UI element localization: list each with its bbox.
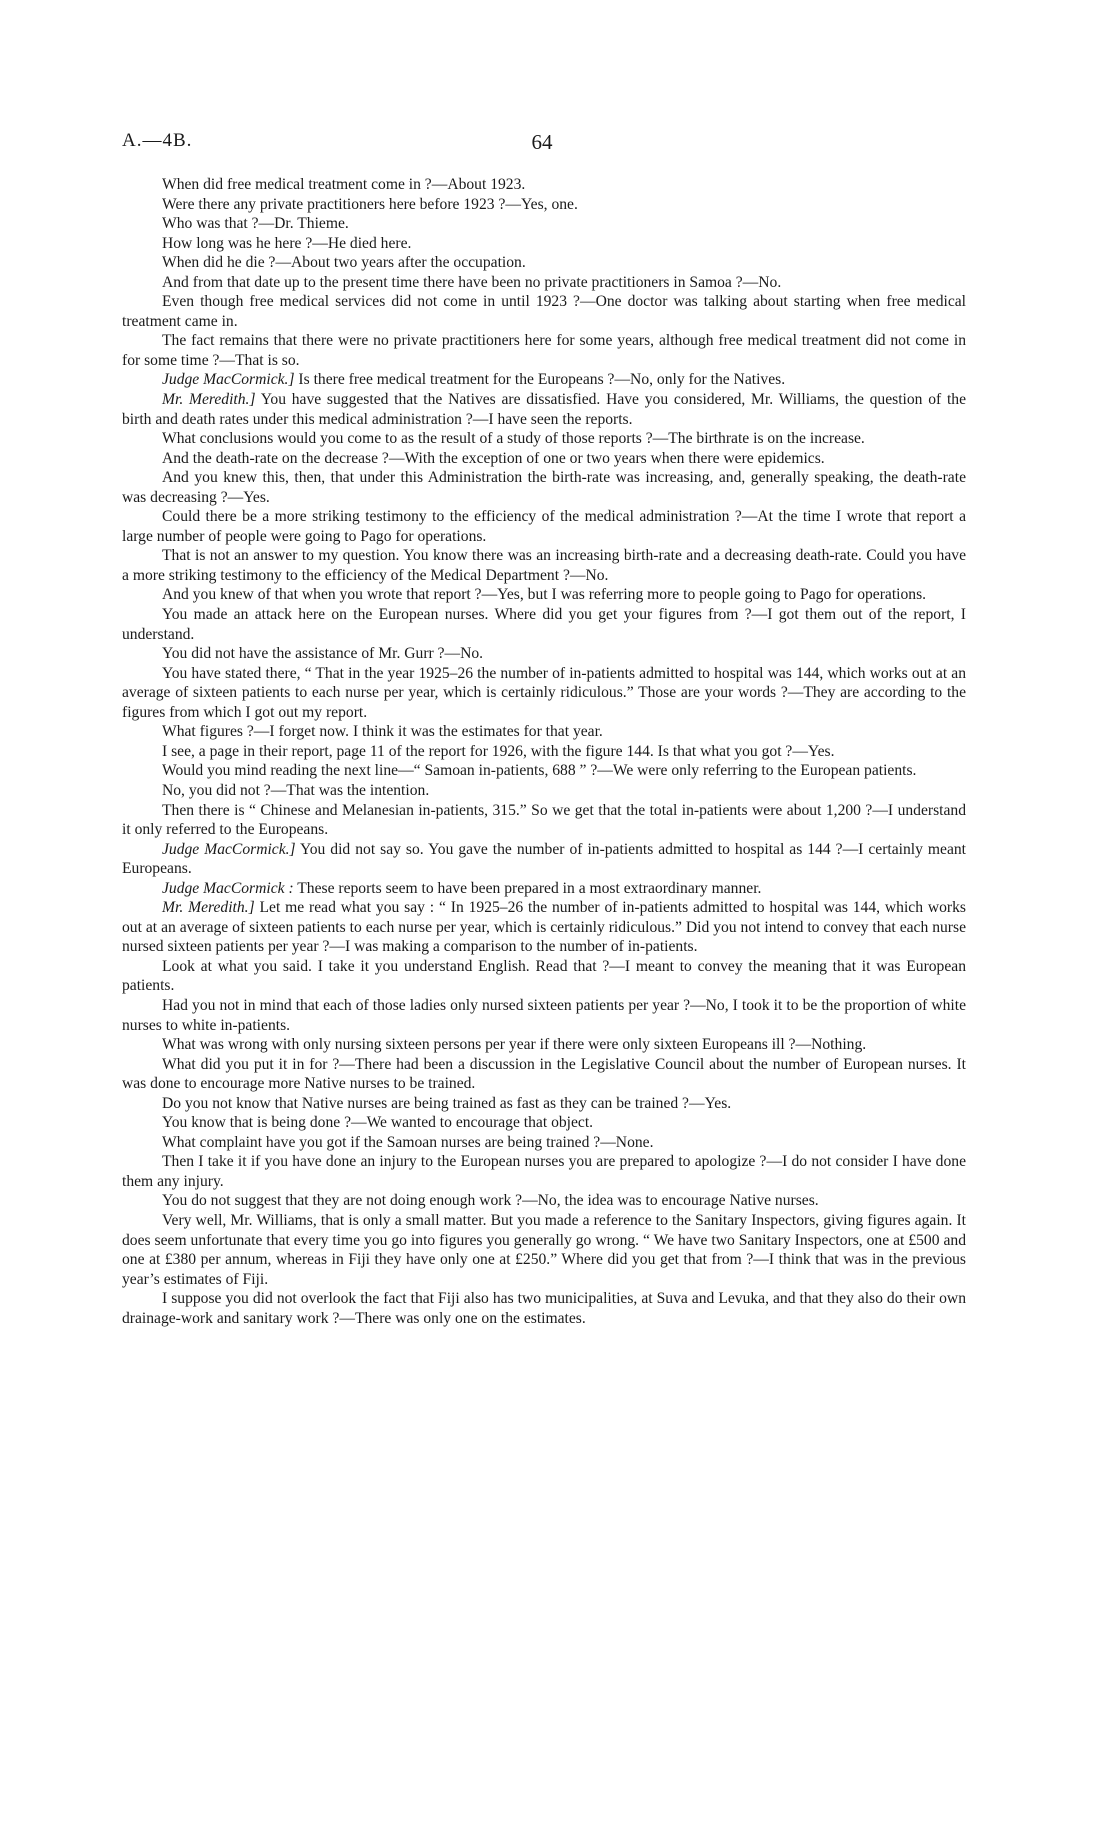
speaker-label: Judge MacCormick : [162,879,294,897]
paragraph [122,996,966,1035]
page-header [122,130,962,160]
paragraph [122,370,966,390]
paragraph [122,175,966,195]
paragraph-text: Had you not in mind that each of those ladies only nursed sixteen patients per year ?—No, I took it to be the proportion of white nurses to white in-patients. [122,996,966,1034]
paragraph-text: What figures ?—I forget now. I think it was the estimates for that year. [162,723,603,741]
paragraph [122,449,966,469]
speaker-label: Judge MacCormick.] [162,371,295,389]
paragraph-text: You did not have the assistance of Mr. Gurr ?—No. [162,645,484,663]
paragraph-text: Then there is “ Chinese and Melanesian in-patients, 315.” So we get that the total in-patients were about 1,200 ?—I understand it only referred to the Europeans. [122,801,966,839]
paragraph [122,879,966,899]
paragraph-text: When did he die ?—About two years after the occupation. [162,254,526,272]
paragraph [122,605,966,644]
paragraph [122,761,966,781]
paragraph [122,742,966,762]
document-reference: A.—4B. [122,130,193,151]
paragraph [122,1152,966,1191]
paragraph-text: Is there free medical treatment for the Europeans ?—No, only for the Natives. [294,371,786,389]
paragraph [122,1113,966,1133]
paragraph-text: What was wrong with only nursing sixteen persons per year if there were only sixteen Europeans ill ?—Nothing. [162,1036,867,1054]
paragraph-text: These reports seem to have been prepared in a most extraordinary manner. [293,879,762,897]
paragraph-text: You do not suggest that they are not doing enough work ?—No, the idea was to encourage Native nurses. [162,1192,819,1210]
paragraph [122,801,966,840]
speaker-label: Judge MacCormick.] [162,840,296,858]
paragraph [122,214,966,234]
paragraph [122,644,966,664]
paragraph-text: Very well, Mr. Williams, that is only a small matter. But you made a reference to the Sanitary Inspectors, giving figures again. It does seem unfortunate that every time you go into figures you generally go wrong. “ We have two Sanitary Inspectors, one at £500 and one at £380 per annum, whereas in Fiji they have only one at £250.” Where did you get that from ?—I think that was in the previous year’s estimates of Fiji. [122,1211,966,1288]
paragraph-text: Could there be a more striking testimony to the efficiency of the medical administration ?—At the time I wrote that report a large number of people were going to Pago for operations. [122,508,966,545]
paragraph-text: Would you mind reading the next line—“ Samoan in-patients, 688 ” ?—We were only referring to the European patients. [162,762,917,780]
paragraph [122,273,966,293]
paragraph-text: You have stated there, “ That in the year 1925–26 the number of in-patients admitted to hospital was 144, which works out at an average of sixteen patients to each nurse per year, which is certainly ridiculous.” Those are your words ?—They are according to the figures from which I got out my report. [122,664,966,721]
paragraph-text: Do you not know that Native nurses are being trained as fast as they can be trained ?—Yes. [162,1094,732,1112]
paragraph-text: Were there any private practitioners here before 1923 ?—Yes, one. [162,195,578,213]
paragraph-text: The fact remains that there were no private practitioners here for some years, although free medical treatment did not come in for some time ?—That is so. [122,332,966,369]
paragraph [122,957,966,996]
paragraph-text: Let me read what you say : “ In 1925–26 the number of in-patients admitted to hospital was 144, which works out at an average of sixteen patients to each nurse per year, which is certainly ridiculous.” Did you not intend to convey that each nurse nursed sixteen patients per year ?—I was making a comparison to the number of in-patients. [122,899,966,956]
paragraph [122,253,966,273]
paragraph-text: You did not say so. You gave the number of in-patients admitted to hospital as 144 ?—I certainly meant Europeans. [122,840,966,878]
paragraph [122,390,966,429]
paragraph-text: I suppose you did not overlook the fact that Fiji also has two municipalities, at Suva and Levuka, and that they also do their own drainage-work and sanitary work ?—There was only one on the estimates. [122,1290,966,1327]
paragraph [122,429,966,449]
paragraph-text: You have suggested that the Natives are dissatisfied. Have you considered, Mr. Williams, the question of the birth and death rates under this medical administration ?—I have seen the reports. [122,391,966,428]
paragraph [122,1055,966,1094]
paragraph [122,195,966,215]
paragraph-text: Then I take it if you have done an injury to the European nurses you are prepared to apologize ?—I do not consider I have done them any injury. [122,1153,966,1190]
paragraph [122,292,966,331]
paragraph-text: That is not an answer to my question. You know there was an increasing birth-rate and a decreasing death-rate. Could you have a more striking testimony to the efficiency of the Medical Department ?—No. [122,547,966,584]
paragraph-text: And you knew of that when you wrote that report ?—Yes, but I was referring more to people going to Pago for operations. [162,586,927,604]
paragraph [122,781,966,801]
paragraph [122,840,966,879]
paragraph [122,722,966,742]
paragraph [122,507,966,546]
paragraph [122,1094,966,1114]
paragraph [122,546,966,585]
paragraph-text: Look at what you said. I take it you understand English. Read that ?—I meant to convey the meaning that it was European patients. [122,957,966,995]
paragraph-text: What conclusions would you come to as the result of a study of those reports ?—The birthrate is on the increase. [162,430,865,448]
page-number: 64 [531,130,553,154]
paragraph [122,234,966,254]
paragraph [122,1191,966,1211]
paragraph-text: Even though free medical services did not come in until 1923 ?—One doctor was talking about starting when free medical treatment came in. [122,293,966,330]
paragraph-text: And you knew this, then, that under this Administration the birth-rate was increasing, and, generally speaking, the death-rate was decreasing ?—Yes. [122,469,966,506]
paragraph-text: When did free medical treatment come in ?—About 1923. [162,176,526,193]
paragraph-text: You know that is being done ?—We wanted to encourage that object. [162,1114,594,1132]
paragraph [122,1035,966,1055]
paragraph [122,898,966,957]
document-body [122,175,966,1328]
paragraph [122,331,966,370]
speaker-label: Mr. Meredith.] [162,391,256,409]
paragraph-text: And from that date up to the present time there have been no private practitioners in Samoa ?—No. [162,273,782,291]
paragraph-text: No, you did not ?—That was the intention. [162,781,430,799]
paragraph-text: Who was that ?—Dr. Thieme. [162,215,349,233]
paragraph [122,664,966,723]
paragraph [122,585,966,605]
paragraph [122,1133,966,1153]
paragraph [122,1211,966,1289]
paragraph-text: What complaint have you got if the Samoan nurses are being trained ?—None. [162,1133,654,1151]
speaker-label: Mr. Meredith.] [162,899,255,917]
paragraph [122,1289,966,1328]
paragraph-text: And the death-rate on the decrease ?—With the exception of one or two years when there were epidemics. [162,449,825,467]
paragraph [122,468,966,507]
paragraph-text: How long was he here ?—He died here. [162,234,412,252]
paragraph-text: You made an attack here on the European nurses. Where did you get your figures from ?—I got them out of the report, I understand. [122,606,966,643]
paragraph-text: I see, a page in their report, page 11 of the report for 1926, with the figure 144. Is that what you got ?—Yes. [162,742,835,760]
paragraph-text: What did you put it in for ?—There had been a discussion in the Legislative Council about the number of European nurses. It was done to encourage more Native nurses to be trained. [122,1055,966,1093]
